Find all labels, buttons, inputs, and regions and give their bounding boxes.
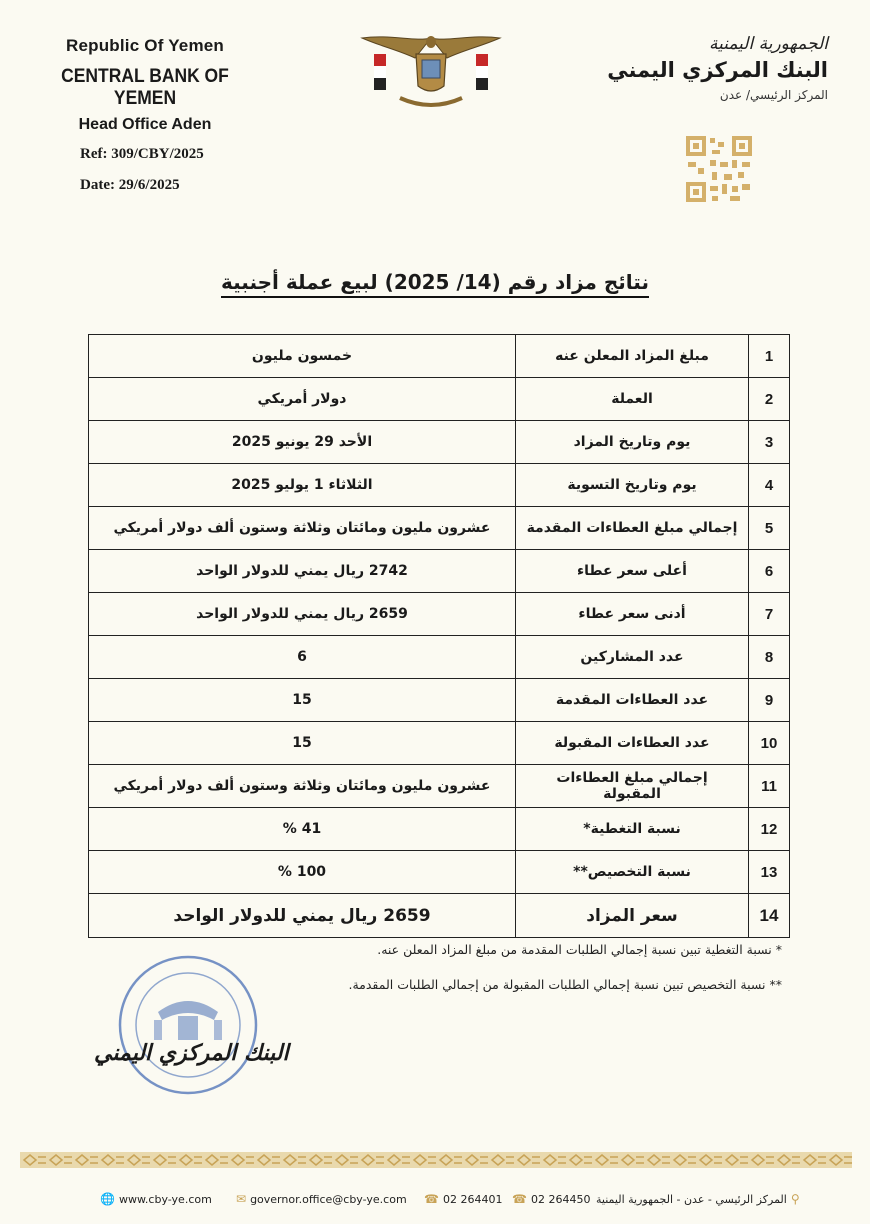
table-row [89,593,790,636]
footer-email[interactable]: ✉ governor.office@cby-ye.com [236,1192,407,1206]
row-number: 7 [749,593,790,636]
table-row [89,808,790,851]
row-label: نسبة التخصيص** [516,851,749,894]
footnote-allocation: ** نسبة التخصيص تبين نسبة إجمالي الطلبات المقبولة من إجمالي الطلبات المقدمة. [348,977,782,992]
footer-website[interactable]: 🌐 www.cby-ye.com [100,1192,212,1206]
row-label: يوم وتاريخ التسوية [516,464,749,507]
bank-name-ar: البنك المركزي اليمني [607,58,828,82]
row-number: 5 [749,507,790,550]
row-number: 11 [749,765,790,808]
table-row [89,421,790,464]
table-row [89,464,790,507]
qr-code-icon [686,136,752,202]
signature-bank-name: البنك المركزي اليمني [94,1040,289,1066]
row-label: مبلغ المزاد المعلن عنه [516,335,749,378]
footer-phone-1: ☎ 02 264401 [424,1192,503,1206]
globe-icon: 🌐 [100,1192,115,1206]
table-row [89,722,790,765]
table-row [89,765,790,808]
row-label: إجمالي مبلغ العطاءات المقدمة [516,507,749,550]
page-title [0,270,870,294]
phone-icon: ☎ [512,1192,527,1206]
yemen-eagle-emblem-icon [360,28,502,112]
row-number: 3 [749,421,790,464]
row-value: 2659 ريال يمني للدولار الواحد [89,593,516,636]
republic-en: Republic Of Yemen [65,36,225,55]
row-label: سعر المزاد [516,894,749,938]
table-row [89,851,790,894]
row-value: 100 % [89,851,516,894]
republic-ar: الجمهورية اليمنية [708,34,828,54]
row-value: الثلاثاء 1 يوليو 2025 [89,464,516,507]
row-value: 2659 ريال يمني للدولار الواحد [89,894,516,938]
table-row [89,507,790,550]
row-label: أعلى سعر عطاء [516,550,749,593]
row-number: 13 [749,851,790,894]
table-row [89,335,790,378]
reference-number: Ref: 309/CBY/2025 [80,146,204,162]
office-ar: المركز الرئيسي/ عدن [719,88,828,102]
row-value: 6 [89,636,516,679]
row-value: دولار أمريكي [89,378,516,421]
footnote-coverage: * نسبة التغطية تبين نسبة إجمالي الطلبات المقدمة من مبلغ المزاد المعلن عنه. [377,942,782,957]
arabic-letterhead [588,34,828,102]
decorative-border-band [20,1150,852,1170]
row-value: 2742 ريال يمني للدولار الواحد [89,550,516,593]
envelope-icon: ✉ [236,1192,247,1206]
row-label: عدد العطاءات المقدمة [516,679,749,722]
document-date: Date: 29/6/2025 [80,177,180,193]
row-number: 14 [749,894,790,938]
row-label: أدنى سعر عطاء [516,593,749,636]
row-label: عدد المشاركين [516,636,749,679]
row-value: 15 [89,679,516,722]
row-label: يوم وتاريخ المزاد [516,421,749,464]
phone-icon: ☎ [424,1192,439,1206]
table-row [89,679,790,722]
table-row [89,636,790,679]
table-row [89,894,790,938]
table-row [89,550,790,593]
row-number: 8 [749,636,790,679]
row-label: عدد العطاءات المقبولة [516,722,749,765]
row-number: 6 [749,550,790,593]
title-text: نتائج مزاد رقم (14/ 2025) لبيع عملة أجنبية [221,270,649,298]
row-value: خمسون مليون [89,335,516,378]
bank-name-en: CENTRAL BANK OF YEMEN [61,66,229,109]
row-value: عشرون مليون ومائتان وثلاثة وستون ألف دولار أمريكي [89,765,516,808]
row-label: العملة [516,378,749,421]
row-number: 10 [749,722,790,765]
row-number: 12 [749,808,790,851]
row-number: 9 [749,679,790,722]
auction-results-table [88,334,790,938]
footer-phone-2: ☎ 02 264450 [512,1192,591,1206]
row-number: 2 [749,378,790,421]
row-value: 41 % [89,808,516,851]
footer-address: ⚲المركز الرئيسي - عدن - الجمهورية اليمنية [596,1192,800,1206]
row-value: عشرون مليون ومائتان وثلاثة وستون ألف دولار أمريكي [89,507,516,550]
contact-footer [20,1190,852,1210]
row-number: 4 [749,464,790,507]
table-row [89,378,790,421]
bank-seal-stamp-icon [108,950,268,1100]
row-label: إجمالي مبلغ العطاءات المقبولة [516,765,749,808]
row-value: الأحد 29 يونيو 2025 [89,421,516,464]
english-letterhead [30,36,260,134]
row-label: نسبة التغطية* [516,808,749,851]
row-number: 1 [749,335,790,378]
office-en: Head Office Aden [78,116,212,133]
location-pin-icon: ⚲ [790,1192,800,1206]
row-value: 15 [89,722,516,765]
